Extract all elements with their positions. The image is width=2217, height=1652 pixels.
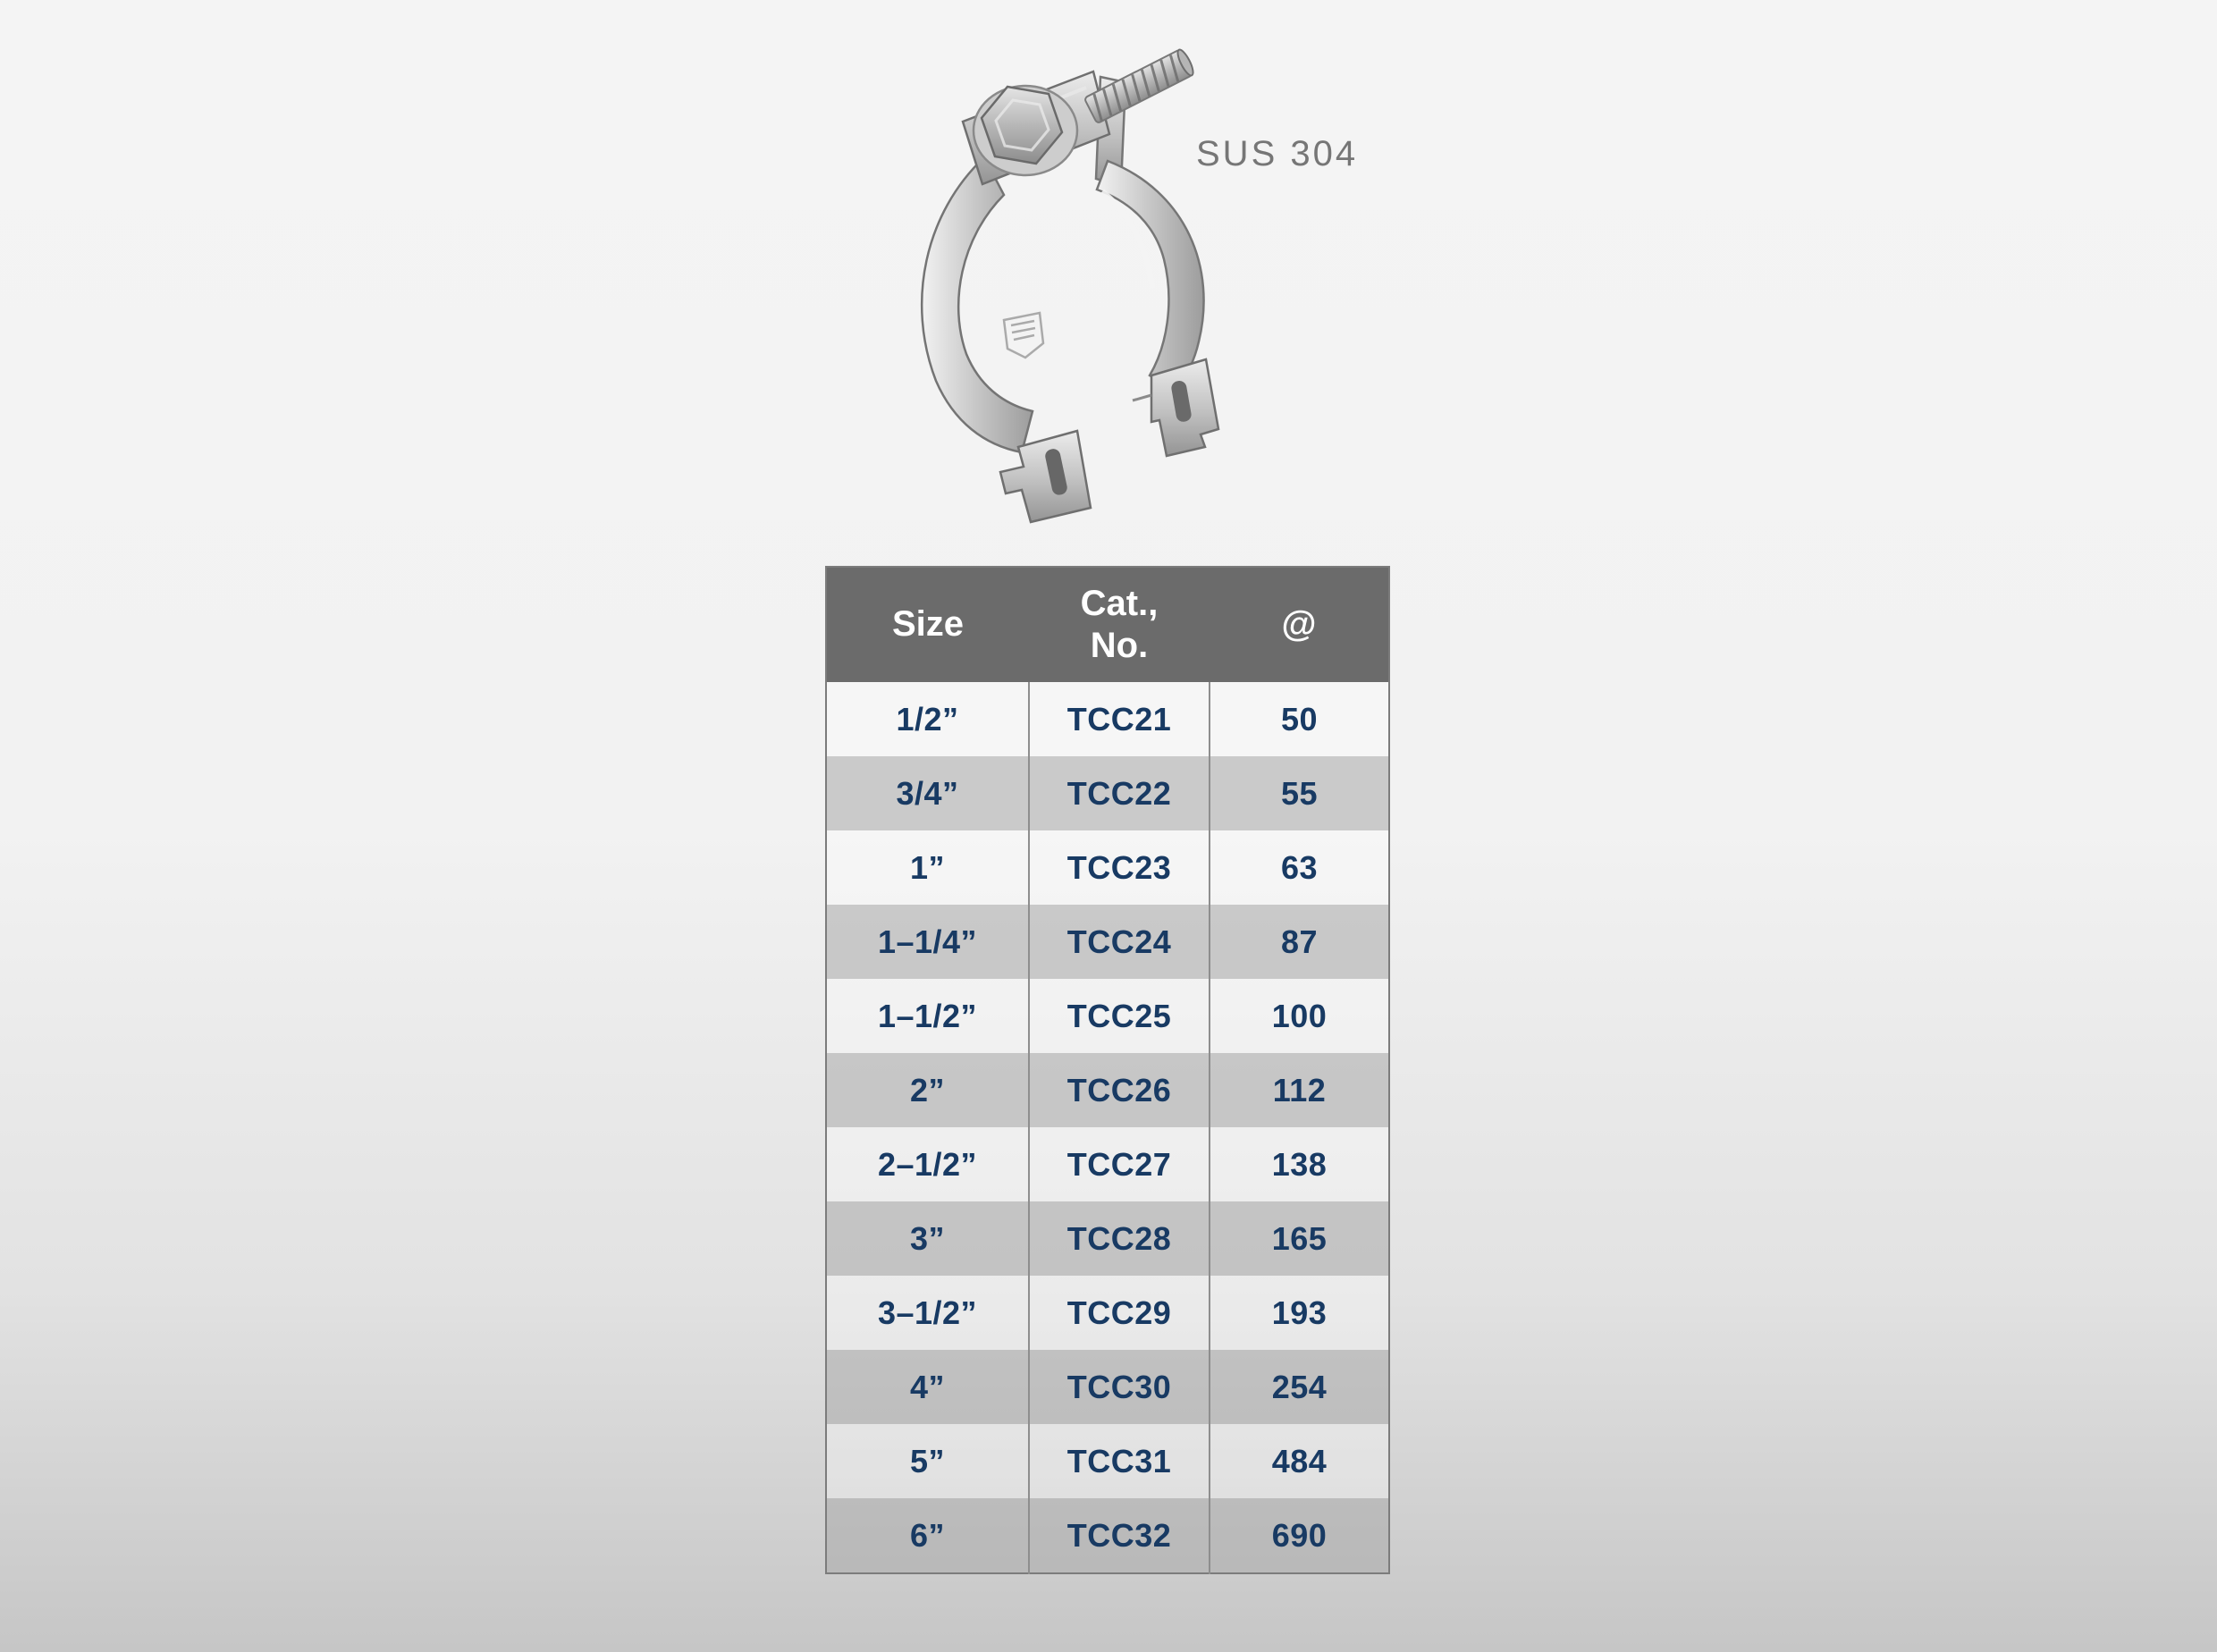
cat-no-cell: TCC28 [1029,1201,1210,1276]
qty-cell: 100 [1210,979,1389,1053]
cat-no-cell: TCC21 [1029,682,1210,756]
table-row [826,1053,1389,1127]
cat-no-cell: TCC26 [1029,1053,1210,1127]
cat-no-cell: TCC22 [1029,756,1210,830]
spec-table [825,566,1390,1574]
cat-no-cell: TCC29 [1029,1276,1210,1350]
spec-table-body [826,682,1389,1573]
size-cell: 1–1/4” [826,905,1029,979]
qty-cell: 50 [1210,682,1389,756]
size-cell: 3/4” [826,756,1029,830]
table-row [826,1350,1389,1424]
product-photo [898,25,1265,531]
cat-no-cell: TCC31 [1029,1424,1210,1498]
qty-cell: 484 [1210,1424,1389,1498]
size-cell: 3” [826,1201,1029,1276]
table-row [826,1424,1389,1498]
table-row [826,905,1389,979]
column-header-cat-no [1029,567,1210,682]
cat-no-cell: TCC32 [1029,1498,1210,1573]
qty-cell: 112 [1210,1053,1389,1127]
bolt-head [974,86,1077,175]
qty-cell: 138 [1210,1127,1389,1201]
material-label: SUS 304 [1196,134,1359,173]
table-row [826,756,1389,830]
cat-no-cell: TCC24 [1029,905,1210,979]
table-row [826,1498,1389,1573]
qty-cell: 55 [1210,756,1389,830]
size-cell: 6” [826,1498,1029,1573]
strut-clamp-illustration [898,25,1265,531]
table-row [826,1127,1389,1201]
qty-cell: 193 [1210,1276,1389,1350]
size-cell: 1” [826,830,1029,905]
column-header-cat-line1: Cat., [1080,583,1159,623]
size-cell: 2–1/2” [826,1127,1029,1201]
size-cell: 5” [826,1424,1029,1498]
cat-no-cell: TCC23 [1029,830,1210,905]
column-header-cat-line2: No. [1090,626,1149,665]
qty-cell: 165 [1210,1201,1389,1276]
table-row [826,1276,1389,1350]
size-cell: 1–1/2” [826,979,1029,1053]
column-header-size: Size [826,567,1029,682]
cat-no-cell: TCC25 [1029,979,1210,1053]
size-cell: 3–1/2” [826,1276,1029,1350]
qty-cell: 63 [1210,830,1389,905]
qty-cell: 254 [1210,1350,1389,1424]
cat-no-cell: TCC30 [1029,1350,1210,1424]
table-row [826,1201,1389,1276]
qty-cell: 87 [1210,905,1389,979]
table-row [826,682,1389,756]
cat-no-cell: TCC27 [1029,1127,1210,1201]
table-row [826,830,1389,905]
column-header-at: @ [1210,567,1389,682]
size-cell: 4” [826,1350,1029,1424]
header-row [826,567,1389,682]
table-row [826,979,1389,1053]
size-cell: 2” [826,1053,1029,1127]
qty-cell: 690 [1210,1498,1389,1573]
size-cell: 1/2” [826,682,1029,756]
